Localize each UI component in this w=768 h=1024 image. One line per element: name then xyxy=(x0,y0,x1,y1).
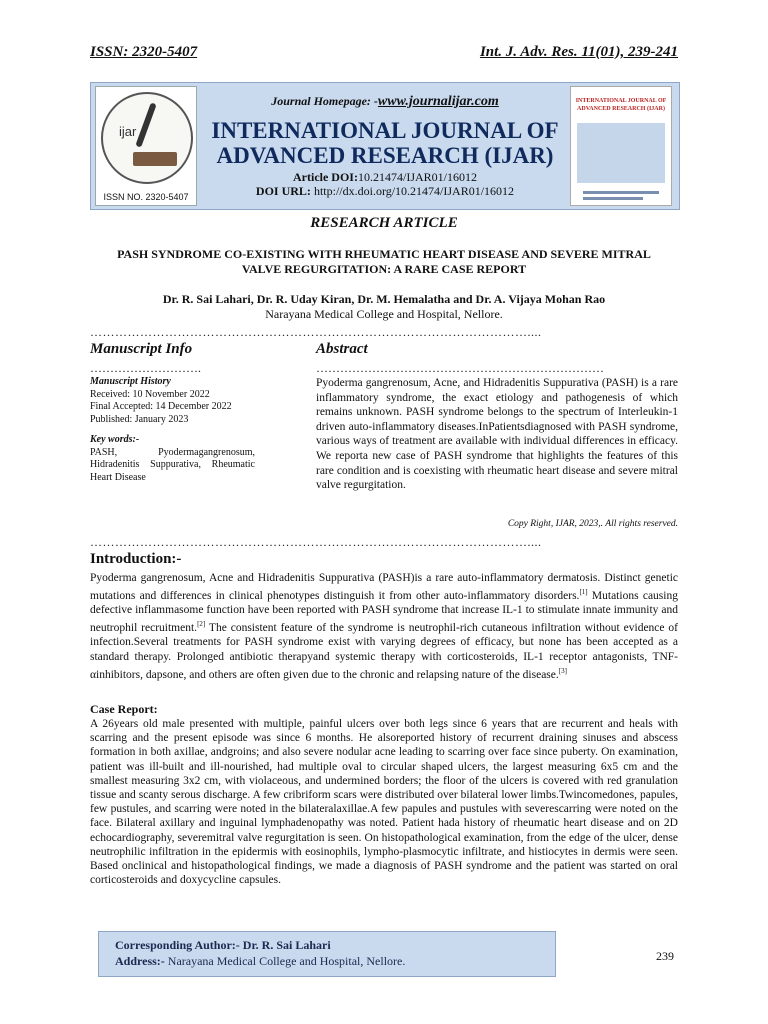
journal-homepage xyxy=(200,94,570,110)
introduction-heading: Introduction:- xyxy=(90,551,182,567)
authors: Dr. R. Sai Lahari, Dr. R. Uday Kiran, Dr. M. Hemalatha and Dr. A. Vijaya Mohan Rao xyxy=(162,292,606,306)
case-report-text: A 26years old male presented with multiple, painful ulcers over both legs since 6 years that are recurrent and heals with scarring and the present episode was since 6 months. He alsoreported history of recurrent draining sinuses and abscess formation in both axillae, andgroins; and also severe nodular acne leading to scarring over face since puberty. On examination, patient was ill-built and ill-nourished, had multiple oval to circular shaped ulcers, the largest measuring 6x5 cm and the smallest measuring 3x2 cm, with violaceous, and undermined borders; the floor of the ulcers is covered with red granulation tissue and scanty serous discharge. A few cribriform scars were distributed over bilateral lower limbs.Twincomedones, papules, few pustules, and scarring were noted in the bilateralaxillae.A few papules and pustules with severescarring were noted on the face. Bilateral axillary and inguinal lymphadenopathy was noted. Patient hada history of rheumatic heart disease and on 2D echocardiography, severemitral valve regurgitation is seen. On histopathological examination, from the edge of the ulcer, dense neutrophilic infiltration in the epidermis with eosinophils, lympho-plasmocytic infiltrate, and histiocytes in dermis were seen. Based onclinical and histopathological findings, we made a diagnosis of PASH syndrome and the patient was started on oral corticosteroids and doxycycline capsules. xyxy=(90,718,678,887)
homepage-label: Journal Homepage: - xyxy=(271,94,378,108)
address-text: Narayana Medical College and Hospital, Nellore. xyxy=(164,954,406,968)
author-address xyxy=(115,954,405,969)
page-number: 239 xyxy=(656,949,674,963)
intro-part-2: Mutations causing defective inflammasome function have been reported with PASH syndrome that increase IL-1 to stimulate innate immunity and neutrophil recruitment. xyxy=(90,590,678,635)
quill-icon xyxy=(135,102,156,147)
keywords: PASH, Pyodermagangrenosum, Hidradenitis Suppurativa, Rheumatic Heart Disease xyxy=(90,446,255,483)
corresponding-author-box xyxy=(98,931,556,977)
manuscript-info-heading: Manuscript Info xyxy=(90,341,193,357)
intro-part-1: Pyoderma gangrenosum, Acne and Hidradenitis Suppurativa (PASH)is a rare auto-inflammatory dermatosis. Distinct genetic mutations and differences in clinical phenotypes distinguish it from other auto-inflammatory disorders. xyxy=(90,572,678,603)
abstract-heading: Abstract xyxy=(316,341,368,357)
article-title: PASH SYNDROME CO-EXISTING WITH RHEUMATIC HEART DISEASE AND SEVERE MITRAL VALVE REGURGITATION: A RARE CASE REPORT xyxy=(117,247,651,276)
article-type: RESEARCH ARTICLE xyxy=(310,215,458,231)
article-doi-label: Article DOI: xyxy=(293,170,358,184)
cover-line xyxy=(583,191,659,194)
cover-band xyxy=(577,123,665,183)
citation-2[interactable]: [2] xyxy=(197,620,206,629)
article-doi: 10.21474/IJAR01/16012 xyxy=(357,170,477,184)
received-date: Received: 10 November 2022 xyxy=(90,388,210,400)
logo-issn: ISSN NO. 2320-5407 xyxy=(103,192,189,202)
journal-reference: Int. J. Adv. Res. 11(01), 239-241 xyxy=(479,44,678,60)
introduction-text xyxy=(90,571,678,682)
keywords-label: Key words:- xyxy=(90,434,140,445)
abstract-text: Pyoderma gangrenosum, Acne, and Hidradenitis Suppurativa (PASH) is a rare inflammatory syndrome, the exact etiology and pathogenesis of which remains unknown. PASH syndrome belongs to the spectrum of Interleukin-1 driven auto-inflammatory diseases.InPatientsdiagnosed with PASH syndrome, various ways of treatment are available with individual differences in efficacy. We reporta new case of PASH syndrome that highlights the features of this rare condition and is coexisting with rheumatic heart disease and severe mitral valve regurgitation. xyxy=(316,377,678,492)
affiliation: Narayana Medical College and Hospital, Nellore. xyxy=(265,307,503,321)
cover-line xyxy=(583,197,643,200)
manuscript-info xyxy=(90,376,255,484)
book-icon xyxy=(133,152,177,166)
ijar-logo xyxy=(95,86,197,206)
citation-1[interactable]: [1] xyxy=(579,588,588,597)
homepage-link[interactable]: www.journalijar.com xyxy=(377,94,499,109)
separator: …………………………………………………………………………………………….... xyxy=(90,325,542,339)
published-date: Published: January 2023 xyxy=(90,413,189,425)
accepted-date: Final Accepted: 14 December 2022 xyxy=(90,401,232,412)
doi-url-label: DOI URL: xyxy=(255,184,311,198)
address-label: Address:- xyxy=(115,954,165,968)
copyright: Copy Right, IJAR, 2023,. All rights reserved. xyxy=(507,519,678,529)
history-label: Manuscript History xyxy=(90,376,171,387)
issn: ISSN: 2320-5407 xyxy=(90,44,198,60)
journal-cover-thumbnail xyxy=(570,86,672,206)
corresponding-author: Corresponding Author:- Dr. R. Sai Lahari xyxy=(115,938,331,952)
separator: …………………………………………………………………………………………….... xyxy=(90,535,542,549)
journal-title: INTERNATIONAL JOURNAL OF ADVANCED RESEARCH (IJAR) xyxy=(211,118,559,168)
separator: ………………………. xyxy=(90,361,201,375)
intro-part-3: The consistent feature of the syndrome is neutrophil-rich cutaneous infiltration without evidence of infection.Several treatments for PASH syndrome exist with varying degrees of efficacy, but none has been accepted as a standard therapy. Prolonged antibiotic therapyand systemic therapy with corticosteroids, IL-1 receptor antagonists, TNF-αinhibitors, dapsone, and others are often given due to the chronic and relapsing nature of the disease. xyxy=(90,622,678,681)
cover-title: INTERNATIONAL JOURNAL OF ADVANCED RESEARCH (IJAR) xyxy=(575,98,667,112)
citation-3[interactable]: [3] xyxy=(558,666,567,675)
logo-text: ijar xyxy=(119,124,137,139)
separator: ……………………………………………………………… xyxy=(316,361,604,375)
case-report-heading: Case Report: xyxy=(90,702,158,716)
doi-url-link[interactable]: http://dx.doi.org/10.21474/IJAR01/16012 xyxy=(313,184,515,198)
logo-circle xyxy=(101,92,193,184)
doi-block xyxy=(200,170,570,198)
